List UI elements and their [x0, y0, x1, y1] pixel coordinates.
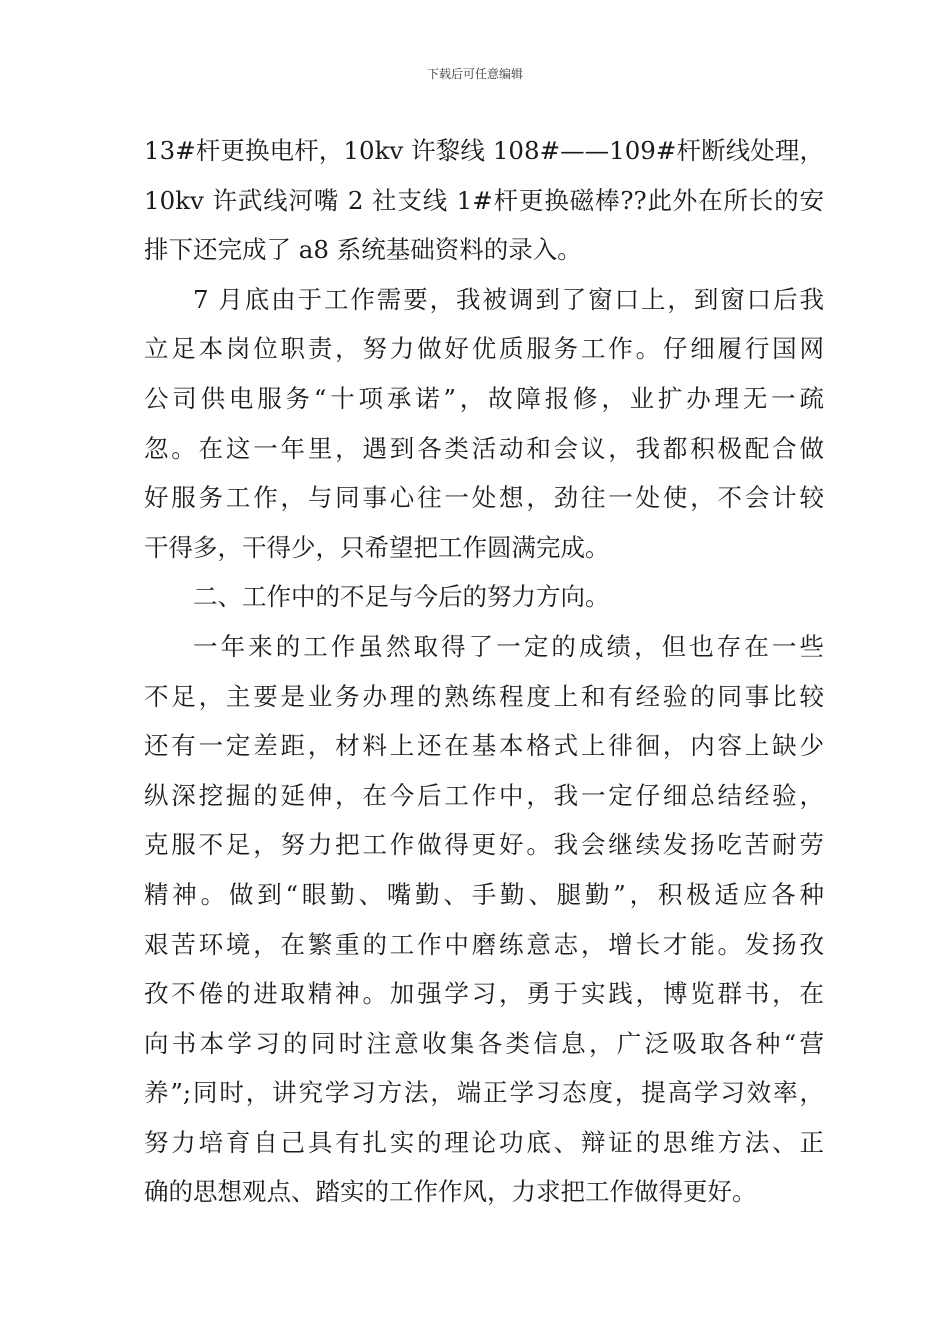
text-line: 艰苦环境，在繁重的工作中磨练意志，增长才能。发扬孜	[144, 929, 824, 959]
text-line: 还有一定差距，材料上还在基本格式上徘徊，内容上缺少	[144, 731, 824, 761]
text-line: 10kv 许武线河嘴 2 社支线 1#杆更换磁棒??此外在所长的安	[144, 185, 824, 215]
text-line: 不足，主要是业务办理的熟练程度上和有经验的同事比较	[144, 681, 824, 711]
text-line: 孜不倦的进取精神。加强学习，勇于实践，博览群书，在	[144, 979, 824, 1009]
paragraph-window-service	[144, 275, 824, 573]
text-line: 精神。做到“眼勤、嘴勤、手勤、腿勤”，积极适应各种	[144, 879, 824, 909]
text-line: 好服务工作，与同事心往一处想，劲往一处使，不会计较	[144, 483, 824, 513]
text-line: 排下还完成了 a8 系统基础资料的录入。	[144, 235, 582, 265]
paragraph-continued-maintenance	[144, 126, 824, 275]
text-line: 立足本岗位职责，努力做好优质服务工作。仔细履行国网	[144, 334, 824, 364]
page-header-note: 下载后可任意编辑	[426, 67, 523, 81]
text-line: 忽。在这一年里，遇到各类活动和会议，我都积极配合做	[144, 433, 824, 463]
text-line: 一年来的工作虽然取得了一定的成绩，但也存在一些	[193, 631, 824, 661]
text-line: 努力培育自己具有扎实的理论功底、辩证的思维方法、正	[144, 1127, 824, 1157]
text-line: 克服不足，努力把工作做得更好。我会继续发扬吃苦耐劳	[144, 830, 824, 860]
section-heading: 二、工作中的不足与今后的努力方向。	[193, 582, 610, 612]
paragraph-shortcomings	[144, 622, 824, 1217]
text-line: 确的思想观点、踏实的工作作风，力求把工作做得更好。	[144, 1177, 757, 1207]
text-line: 7 月底由于工作需要，我被调到了窗口上，到窗口后我	[193, 284, 824, 314]
text-line: 公司供电服务“十项承诺”，故障报修，业扩办理无一疏	[144, 383, 824, 413]
section-heading-shortcomings	[144, 572, 824, 622]
text-line: 纵深挖掘的延伸，在今后工作中，我一定仔细总结经验，	[144, 780, 824, 810]
text-line: 养”;同时，讲究学习方法，端正学习态度，提高学习效率，	[144, 1078, 824, 1108]
text-line: 向书本学习的同时注意收集各类信息，广泛吸取各种“营	[144, 1028, 824, 1058]
text-line: 干得多，干得少，只希望把工作圆满完成。	[144, 532, 610, 562]
text-line: 13#杆更换电杆，10kv 许黎线 108#——109#杆断线处理，	[144, 136, 824, 165]
document-body	[144, 126, 824, 1217]
